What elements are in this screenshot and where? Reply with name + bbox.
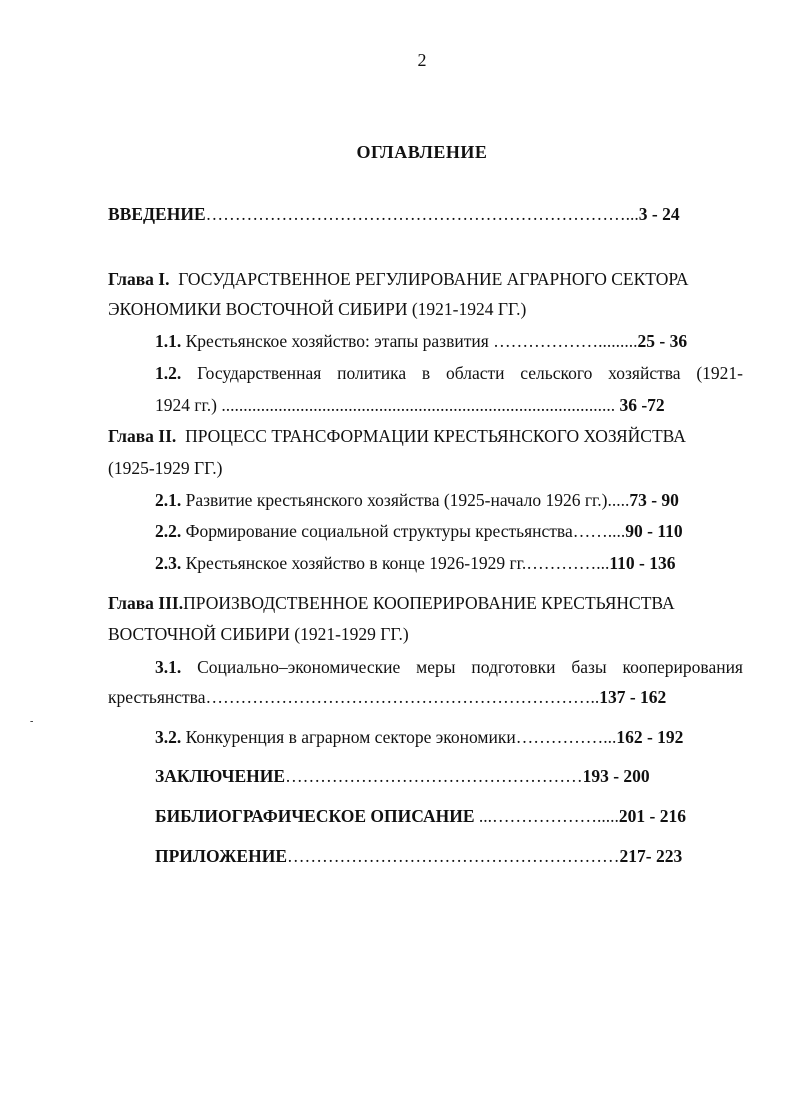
chapter-title: ПРОИЗВОДСТВЕННОЕ КООПЕРИРОВАНИЕ КРЕСТЬЯНСТВА	[183, 593, 675, 613]
chapter-2-heading-cont	[108, 457, 223, 479]
section-title: Крестьянское хозяйство: этапы развития	[185, 331, 489, 351]
chapter-title-cont: ВОСТОЧНОЙ СИБИРИ (1921-1929 ГГ.)	[108, 624, 409, 644]
toc-label: БИБЛИОГРАФИЧЕСКОЕ ОПИСАНИЕ	[155, 806, 475, 826]
section-number: 3.2.	[155, 727, 182, 747]
toc-pages: 73 - 90	[629, 490, 679, 510]
toc-leader: ……………….........	[488, 331, 638, 351]
section-number: 2.3.	[155, 553, 182, 573]
toc-leader: .....	[607, 490, 630, 510]
chapter-3-heading-cont	[108, 623, 409, 645]
toc-pages: 90 - 110	[625, 521, 683, 541]
toc-pages: 162 - 192	[616, 727, 684, 747]
section-title: Государственная политика в области сельского хозяйства (1921-	[197, 363, 744, 383]
page-number: 2	[417, 50, 427, 70]
toc-leader: ……………………………………………	[285, 766, 583, 786]
toc-entry-1-2-cont	[155, 394, 665, 416]
toc-leader: …………………………………………………	[287, 846, 620, 866]
chapter-title: ПРОЦЕСС ТРАНСФОРМАЦИИ КРЕСТЬЯНСКОГО ХОЗЯЙСТВА	[185, 426, 686, 446]
section-title: Формирование социальной структуры крестьянства	[185, 521, 573, 541]
toc-entry-1-1	[155, 330, 687, 352]
toc-entry-intro	[108, 203, 680, 225]
toc-entry-2-2	[155, 520, 683, 542]
toc-label: ПРИЛОЖЕНИЕ	[155, 846, 288, 866]
chapter-label: Глава II.	[108, 426, 177, 446]
section-title: Социально–экономические меры подготовки базы кооперирования	[197, 657, 743, 677]
chapter-label: Глава I.	[108, 269, 170, 289]
section-title: Конкуренция в аграрном секторе экономики	[185, 727, 516, 747]
toc-pages: 137 - 162	[599, 687, 667, 707]
chapter-1-heading	[108, 268, 689, 290]
toc-label: ВВЕДЕНИЕ	[108, 204, 206, 224]
toc-pages: 25 - 36	[637, 331, 688, 351]
section-number: 1.2.	[155, 363, 182, 383]
toc-leader: ……....	[572, 521, 626, 541]
toc-pages: 201 - 216	[618, 806, 686, 826]
chapter-1-heading-cont	[108, 298, 526, 320]
section-title: Крестьянское хозяйство в конце 1926-1929 гг.	[185, 553, 527, 573]
toc-pages: 193 - 200	[582, 766, 650, 786]
toc-leader: …………………………………………………………..	[205, 687, 600, 707]
toc-pages: 217- 223	[619, 846, 683, 866]
toc-pages: 110 - 136	[609, 553, 676, 573]
section-title-cont: 1924 гг.)	[155, 395, 217, 415]
toc-entry-appendix	[155, 845, 682, 867]
toc-leader: ……………...	[515, 727, 617, 747]
toc-entry-3-1	[155, 656, 743, 678]
toc-leader: ..........................................................................................	[216, 395, 616, 415]
section-title: Развитие крестьянского хозяйства (1925-начало 1926 гг.)	[185, 490, 608, 510]
chapter-title-cont: (1925-1929 ГГ.)	[108, 458, 223, 478]
toc-entry-2-1	[155, 489, 679, 511]
section-number: 2.2.	[155, 521, 182, 541]
chapter-label: Глава III.	[108, 593, 184, 613]
toc-leader: ………………………………………………………………...	[205, 204, 639, 224]
toc-entry-2-3	[155, 552, 675, 574]
chapter-3-heading	[108, 592, 675, 614]
chapter-2-heading	[108, 425, 686, 447]
section-number: 2.1.	[155, 490, 182, 510]
stray-mark: -	[30, 716, 34, 727]
toc-entry-conclusion	[155, 765, 650, 787]
toc-pages: 36 -72	[619, 395, 665, 415]
chapter-title: ГОСУДАРСТВЕННОЕ РЕГУЛИРОВАНИЕ АГРАРНОГО СЕКТОРА	[178, 269, 689, 289]
toc-entry-bibliography	[155, 805, 686, 827]
toc-entry-3-1-cont	[108, 686, 666, 708]
toc-entry-1-2	[155, 362, 743, 384]
toc-label: ЗАКЛЮЧЕНИЕ	[155, 766, 286, 786]
toc-pages: 3 - 24	[638, 204, 680, 224]
chapter-title-cont: ЭКОНОМИКИ ВОСТОЧНОЙ СИБИРИ (1921-1924 ГГ.)	[108, 299, 527, 319]
toc-leader: ...……………….....	[474, 806, 619, 826]
section-number: 3.1.	[155, 657, 182, 677]
toc-leader: …………...	[526, 553, 610, 573]
page-title: ОГЛАВЛЕНИЕ	[356, 142, 488, 162]
toc-entry-3-2	[155, 726, 683, 748]
section-number: 1.1.	[155, 331, 182, 351]
section-title-cont: крестьянства	[108, 687, 206, 707]
